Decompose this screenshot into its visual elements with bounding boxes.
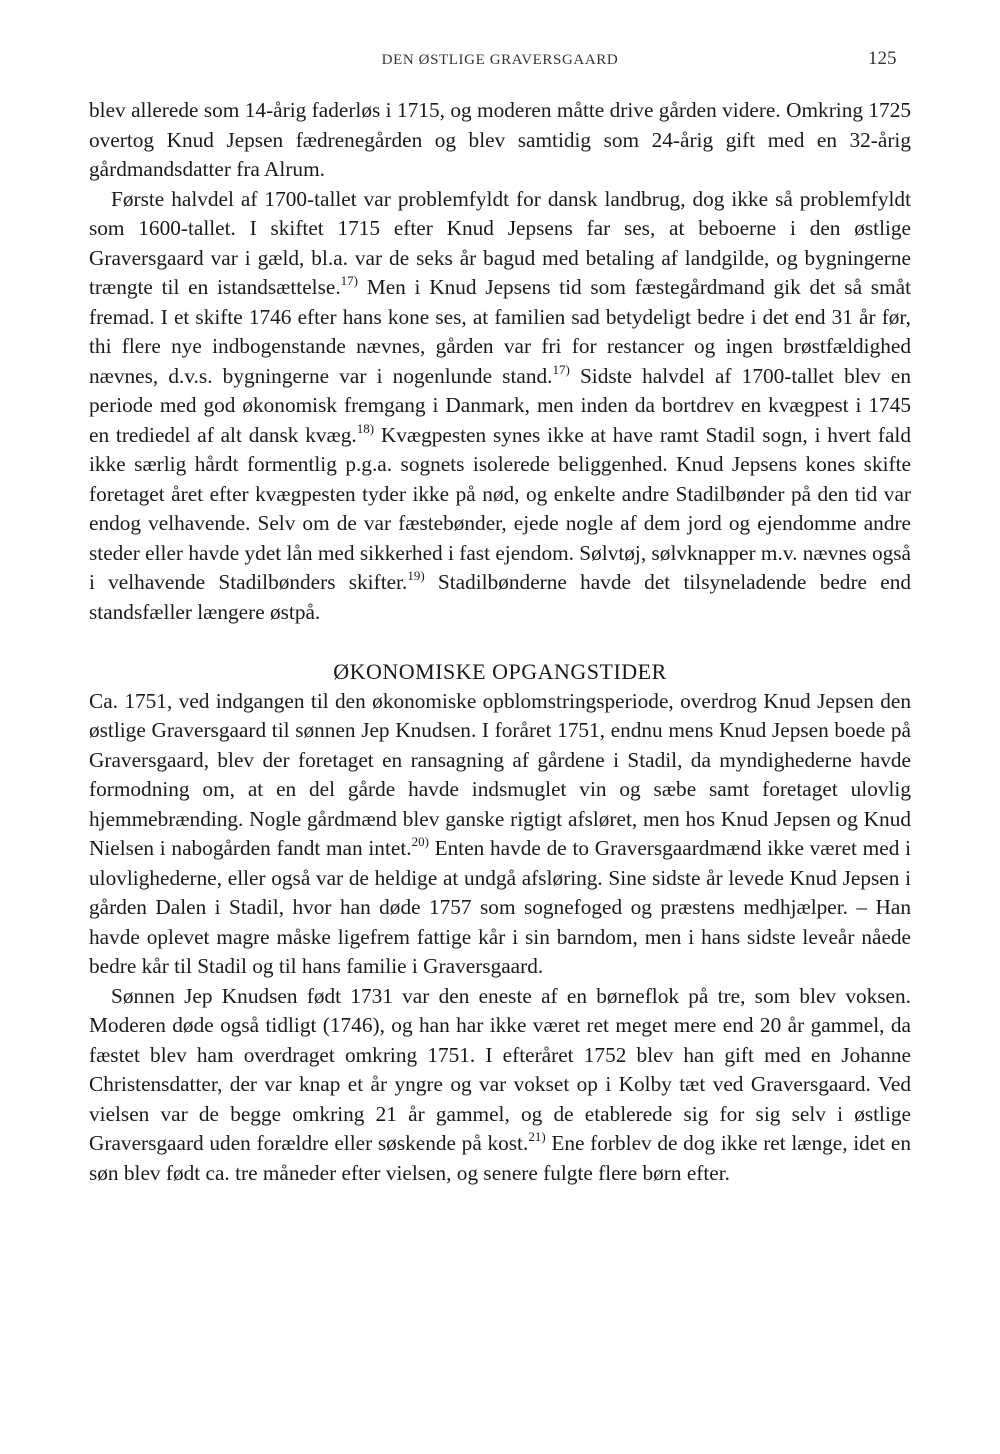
- body-text: [89, 96, 911, 1188]
- paragraph-3-text-b: Enten havde de to Graversgaardmænd ikke været med i ulovlighederne, eller også var de heldige at undgå afsløring. Sine sidste år levede Knud Jepsen i gården Dalen i Stadil, hvor han døde 1757 som sognefoged og præstens medhjælper. – Han havde oplevet magre måske ligefrem fattige kår i sin barndom, men i hans sidste leveår nåede bedre kår til Stadil og til hans familie i Graversgaard.: [89, 836, 911, 978]
- paragraph-2-text-a: Første halvdel af 1700-tallet var problemfyldt for dansk landbrug, dog ikke så problemfyldt som 1600-tallet. I skiftet 1715 efter Knud Jepsens far ses, at beboerne i den østlige Graversgaard var i gæld, bl.a. var de seks år bagud med betaling af landgilde, og bygningerne trængte til en istandsættelse.: [89, 186, 911, 299]
- footnote-ref-18: 18): [356, 420, 375, 436]
- paragraph-2-text-c: Sidste halvdel af 1700-tallet blev en periode med god økonomisk fremgang i Danmark, men inden da bortdrev en kvægpest i 1745 en trediedel af alt dansk kvæg.: [89, 363, 911, 447]
- footnote-ref-21: 21): [528, 1129, 546, 1144]
- running-title: DEN ØSTLIGE GRAVERSGAARD: [381, 52, 619, 68]
- footnote-ref-20: 20): [411, 834, 429, 849]
- paragraph-1-text: blev allerede som 14-årig faderløs i 1715, og moderen måtte drive gården videre. Omkring 1725 overtog Knud Jepsen fædrenegården og blev samtidig som 24-årig gift med en 32-årig gårdmandsdatter fra Alrum.: [89, 98, 911, 181]
- footnote-ref-17a: 17): [340, 273, 358, 288]
- paragraph-3-text-a: Ca. 1751, ved indgangen til den økonomiske opblomstringsperiode, overdrog Knud Jepsen den østlige Graversgaard til sønnen Jep Knudsen. I foråret 1751, endnu mens Knud Jepsen boede på Graversgaard, blev der foretaget en ransagning af gårdene i Stadil, da myndighederne havde formodning om, at en del gårde havde indsmuglet vin og sæbe samt foretaget ulovlig hjemmebrænding. Nogle gårdmænd blev ganske rigtigt afsløret, men hos Knud Jepsen og Knud Nielsen i nabogården fandt man intet.: [89, 688, 911, 860]
- running-head: [0, 48, 1000, 72]
- paragraph-4-text-b: Ene forblev de dog ikke ret længe, idet en søn blev født ca. tre måneder efter vielsen, og senere fulgte flere børn efter.: [89, 1131, 912, 1185]
- paragraph-2-text-b: Men i Knud Jepsens tid som fæstegårdmand gik det så småt fremad. I et skifte 1746 efter hans kone ses, at familien sad betydeligt bedre i det end 31 år før, thi flere nye indbogenstande nævnes, gården var fri for restancer og ingen brøstfældighed nævnes, d.v.s. bygningerne var i nogenlunde stand.: [89, 275, 912, 388]
- paragraph-3: [89, 687, 911, 982]
- paragraph-4: [89, 982, 911, 1189]
- footnote-ref-19: 19): [407, 568, 425, 583]
- page-number: 125: [868, 48, 897, 69]
- paragraph-2-text-d: Kvægpesten synes ikke at have ramt Stadil sogn, i hvert fald ikke særlig hårdt formentlig p.g.a. sognets isolerede beliggenhed. Knud Jepsens kones skifte foretaget året efter kvægpesten tyder ikke på nød, og enkelte andre Stadilbønder på den tid var endog velhavende. Selv om de var fæstebønder, ejede nogle af dem jord og ejendomme andre steder eller havde ydet lån med sikkerhed i fast ejendom. Sølvtøj, sølvknapper m.v. nævnes også i velhavende Stadilbønders skifter.: [89, 422, 911, 594]
- footnote-ref-17b: 17): [552, 361, 570, 377]
- paragraph-1: [89, 96, 911, 185]
- paragraph-2: [89, 185, 911, 628]
- paragraph-4-text-a: Sønnen Jep Knudsen født 1731 var den eneste af en børneflok på tre, som blev voksen. Moderen døde også tidligt (1746), og han har ikke været ret meget mere end 20 år gammel, da fæstet blev ham overdraget omkring 1751. I efteråret 1752 blev han gift med en Johanne Christensdatter, der var knap et år yngre og var vokset op i Kolby tæt ved Graversgaard. Ved vielsen var de begge omkring 21 år gammel, og de etablerede sig for sig selv i østlige Graversgaard uden forældre eller søskende på kost.: [89, 983, 911, 1155]
- section-heading: ØKONOMISKE OPGANGSTIDER: [333, 659, 667, 684]
- paragraph-2-text-e: Stadilbønderne havde det tilsyneladende bedre end standsfæller længere østpå.: [89, 570, 911, 624]
